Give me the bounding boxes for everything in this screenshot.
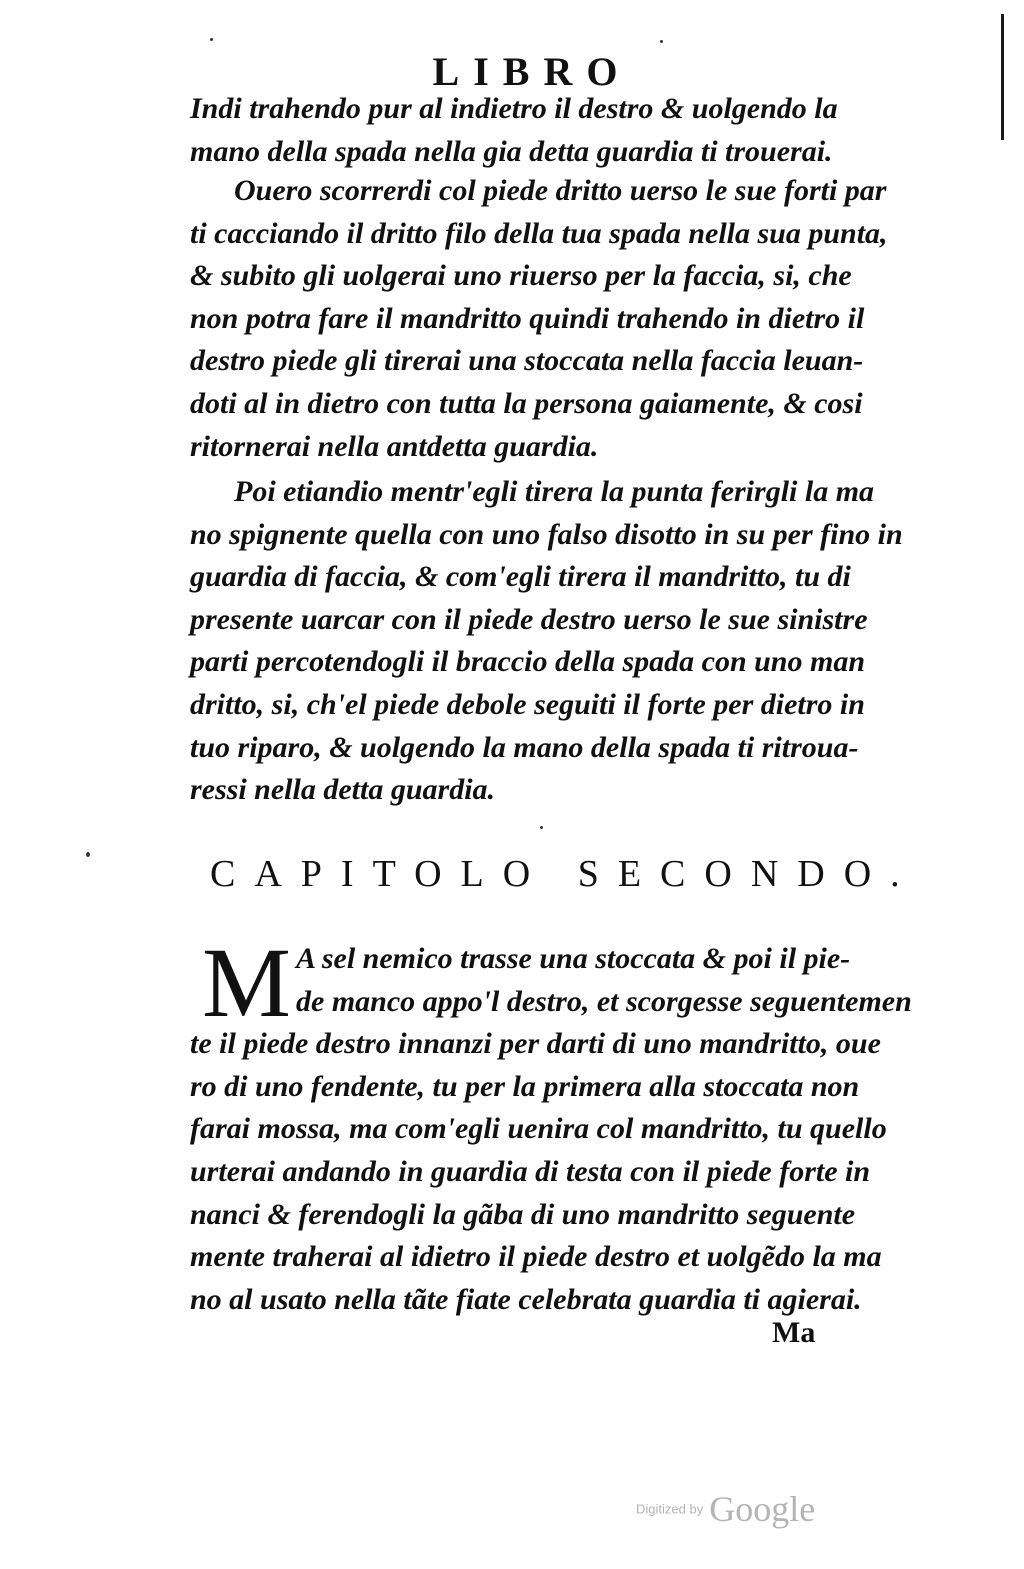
text-line: mente traherai al idietro il piede destro et uolgẽdo la ma xyxy=(190,1240,882,1274)
text-line: guardia di faccia, & com'egli tirera il mandritto, tu di xyxy=(190,560,851,594)
text-line: dritto, si, ch'el piede debole seguiti il forte per dietro in xyxy=(190,687,865,721)
watermark-prefix: Digitized by xyxy=(636,1501,704,1517)
text-line: ti cacciando il dritto filo della tua spada nella sua punta, xyxy=(190,216,888,250)
text-line: te il piede destro innanzi per darti di uno mandritto, oue xyxy=(190,1027,881,1061)
catchword: Ma xyxy=(772,1316,816,1349)
chapter-heading: CAPITOLO SECONDO. xyxy=(210,853,919,895)
ink-speck xyxy=(210,38,213,41)
text-line: Ouero scorrerdi col piede dritto uerso le sue forti par xyxy=(234,174,887,207)
text-line: ressi nella detta guardia. xyxy=(190,773,496,807)
text-line: ritornerai nella antdetta guardia. xyxy=(190,429,599,463)
text-line: nanci & ferendogli la gãba di uno mandritto seguente xyxy=(190,1197,856,1231)
running-head: LIBRO xyxy=(432,49,632,94)
text-line: Poi etiandio mentr'egli tirera la punta ferirgli la ma xyxy=(234,475,875,508)
text-line: no al usato nella tãte fiate celebrata guardia ti agierai. xyxy=(190,1282,862,1316)
text-line: doti al in dietro con tutta la persona gaiamente, & cosi xyxy=(190,386,863,420)
ink-speck xyxy=(86,852,90,857)
text-line: A sel nemico trasse una stoccata & poi il pie- xyxy=(296,942,851,975)
text-line: & subito gli uolgerai uno riuerso per la faccia, si, che xyxy=(190,259,852,293)
text-line: destro piede gli tirerai una stoccata nella faccia leuan- xyxy=(190,344,864,378)
ink-speck xyxy=(660,40,663,43)
text-line: no spignente quella con uno falso disotto in su per fino in xyxy=(190,517,903,551)
drop-cap: M xyxy=(202,927,291,1038)
text-line: non potra fare il mandritto quindi trahendo in dietro il xyxy=(190,301,865,335)
text-line: presente uarcar con il piede destro uerso le sue sinistre xyxy=(190,602,868,636)
text-line: tuo riparo, & uolgendo la mano della spada ti ritroua- xyxy=(190,730,859,764)
text-line: ro di uno fendente, tu per la primera alla stoccata non xyxy=(190,1069,860,1103)
paragraph-1 xyxy=(190,88,920,173)
chapter-body xyxy=(190,927,920,1321)
text-line: de manco appo'l destro, et scorgesse seguentemen xyxy=(296,984,912,1018)
ink-speck xyxy=(540,826,543,829)
text-line: parti percotendogli il braccio della spada con uno man xyxy=(190,645,866,679)
watermark-brand-logo: Google xyxy=(709,1489,816,1529)
text-line: urterai andando in guardia di testa con il piede forte in xyxy=(190,1154,871,1188)
paragraph-3 xyxy=(190,471,920,812)
text-line: mano della spada nella gia detta guardia ti trouerai. xyxy=(190,134,833,168)
digitization-watermark xyxy=(636,1488,815,1530)
text-line: farai mossa, ma com'egli uenira col mandritto, tu quello xyxy=(190,1112,887,1146)
paragraph-2 xyxy=(190,170,920,468)
text-line: Indi trahendo pur al indietro il destro & uolgendo la xyxy=(190,92,838,125)
